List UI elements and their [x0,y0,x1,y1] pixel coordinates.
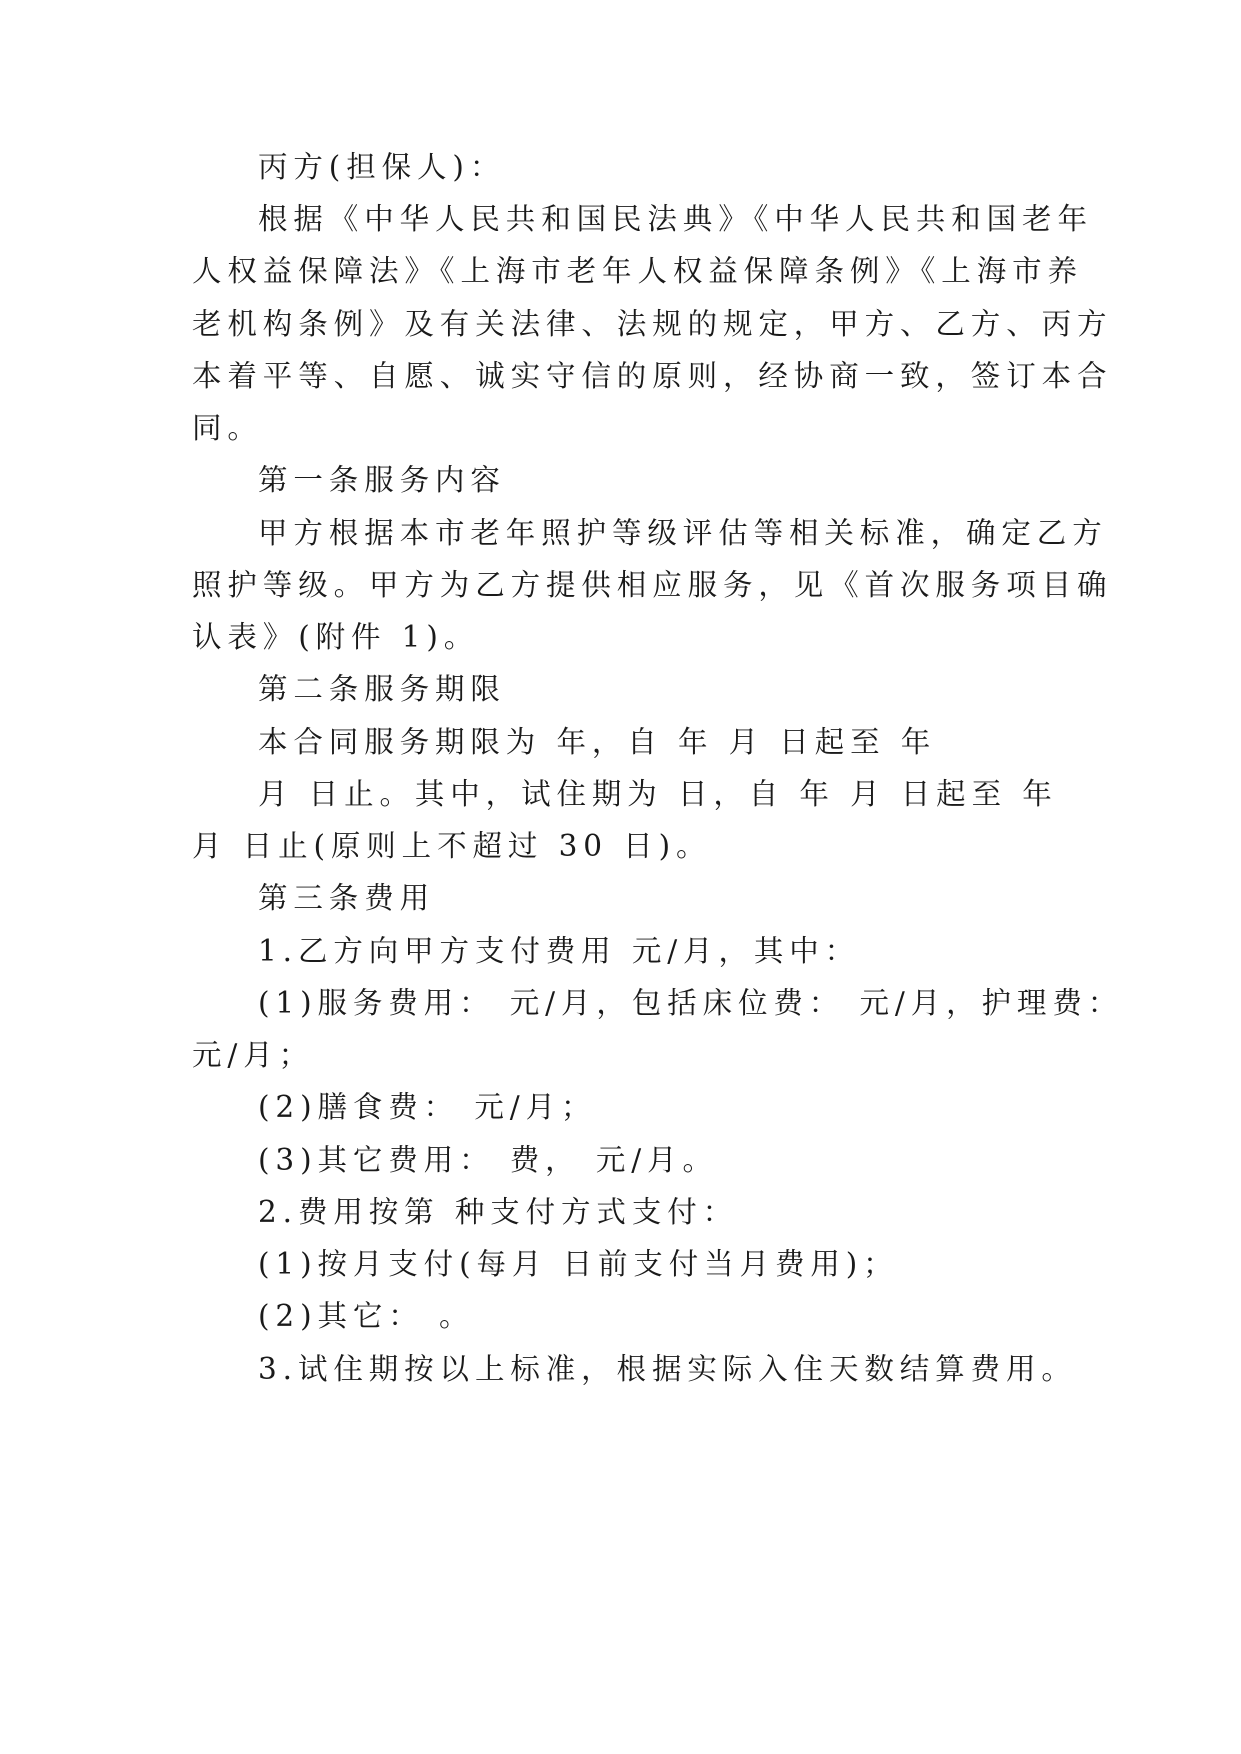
fee-item-1-2: (2)膳食费： 元/月； [258,1090,597,1124]
fee-item-1: 1.乙方向甲方支付费用 元/月，其中： [258,934,861,968]
article-2-line-3: 月 日止(原则上不超过 30 日)。 [192,829,712,863]
article-1-line-2: 照护等级。甲方为乙方提供相应服务，见《首次服务项目确 [192,568,1113,602]
fee-item-3: 3.试住期按以上标准，根据实际入住天数结算费用。 [258,1352,1077,1386]
fee-item-2-2: (2)其它： 。 [258,1299,475,1333]
fee-item-2: 2.费用按第 种支付方式支付： [258,1195,739,1229]
article-1-heading: 第一条服务内容 [258,463,506,497]
article-1-line-1: 甲方根据本市老年照护等级评估等相关标准，确定乙方 [258,516,1108,550]
article-2-heading: 第二条服务期限 [258,672,506,706]
preamble-line-4: 本着平等、自愿、诚实守信的原则，经协商一致，签订本合 [192,359,1113,393]
fee-item-1-3: (3)其它费用： 费， 元/月。 [258,1143,718,1177]
article-2-line-1: 本合同服务期限为 年，自 年 月 日起至 年 [258,725,937,759]
article-3-heading: 第三条费用 [258,881,436,915]
fee-item-1-1: (1)服务费用： 元/月，包括床位费： 元/月，护理费： [258,986,1124,1020]
fee-item-1-1-cont: 元/月； [192,1038,315,1072]
preamble-line-3: 老机构条例》及有关法律、法规的规定，甲方、乙方、丙方 [192,307,1113,341]
preamble-line-1: 根据《中华人民共和国民法典》《中华人民共和国老年 [258,202,1093,236]
article-1-line-3: 认表》(附件 1)。 [192,620,480,654]
preamble-line-2: 人权益保障法》《上海市老年人权益保障条例》《上海市养 [192,254,1083,288]
preamble-line-5: 同。 [192,411,263,445]
fee-item-2-1: (1)按月支付(每月 日前支付当月费用)； [258,1247,899,1281]
article-2-line-2: 月 日止。其中，试住期为 日，自 年 月 日起至 年 [258,777,1058,811]
party-c-guarantor-line: 丙方(担保人)： [258,150,506,184]
